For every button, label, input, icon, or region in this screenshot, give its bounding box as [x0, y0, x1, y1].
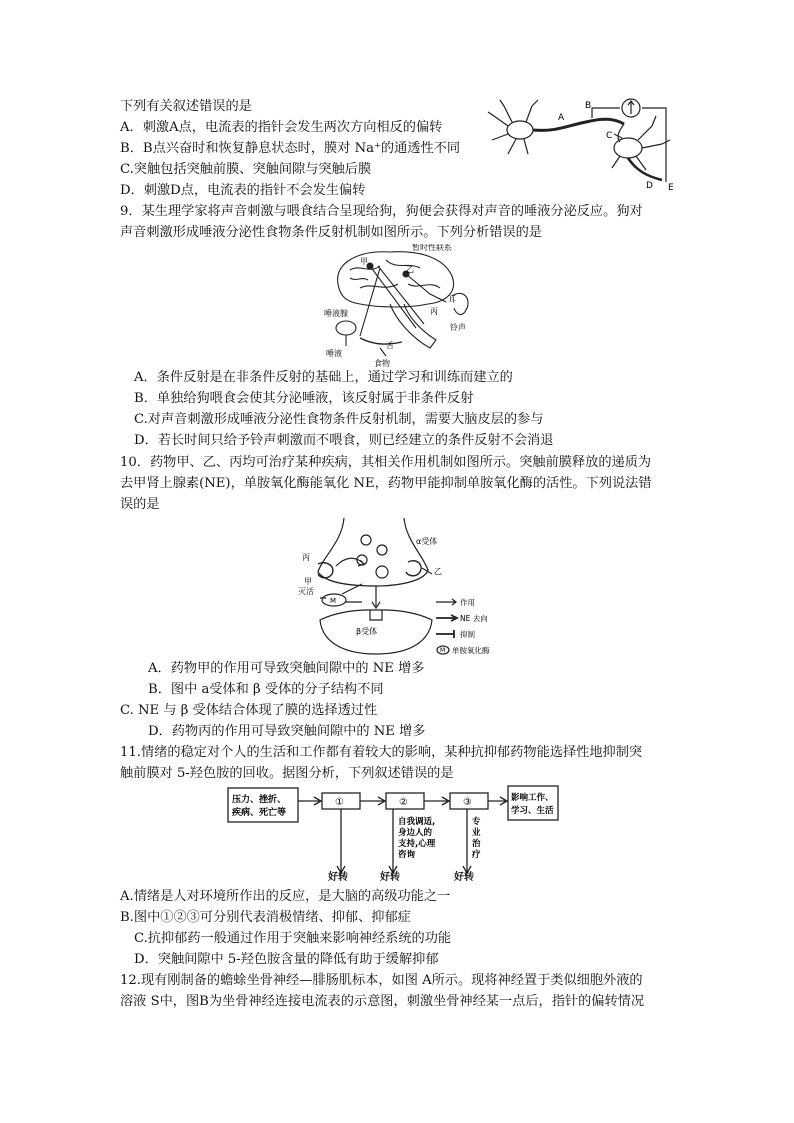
q10-stem-2: 去甲肾上腺素(NE)，单胺氧化酶能氧化 NE，药物甲能抑制单胺氧化酶的活性。下列说法错 — [120, 476, 652, 491]
legend-ne-fate: NE 去向 — [460, 614, 488, 623]
label-alpha-receptor: α受体 — [416, 537, 438, 546]
q12-stem-2: 溶液 S中，图B为坐骨神经连接电流表的示意图，刺激坐骨神经某一点后，指针的偏转情况 — [120, 994, 645, 1009]
label-c: C — [606, 131, 613, 141]
label-food: 食物 — [374, 359, 390, 368]
flow-label-1: ① — [335, 797, 344, 808]
q10-stem-1: 10．药物甲、乙、丙均可治疗某种疾病，其相关作用机制如图所示。突触前膜释放的递质为 — [120, 455, 652, 470]
neuron-body-right — [614, 138, 642, 158]
q10-option-c: C. NE 与 β 受体结合体现了膜的选择透过性 — [120, 703, 378, 718]
flow-note-3b: 业 — [472, 828, 481, 838]
label-inactivate: 灭活 — [298, 587, 314, 596]
q10-stem-3: 误的是 — [120, 497, 160, 512]
q11-option-d: D．突触间隙中 5-羟色胺含量的降低有助于缓解抑郁 — [134, 952, 439, 967]
label-drug-yi: 乙 — [434, 567, 442, 576]
flow-note-3c: 治 — [472, 839, 481, 849]
flow-note-2c: 支持,心理 — [398, 839, 436, 849]
q8-option-a: A．刺激A点，电流表的指针会发生两次方向相反的偏转 — [120, 120, 443, 135]
flow-end-line-2: 学习、生活 — [511, 806, 554, 816]
label-ear: 耳 — [448, 295, 456, 304]
legend-action: 作用 — [460, 598, 475, 607]
label-d: D — [646, 181, 653, 191]
label-drug-bing: 丙 — [302, 553, 310, 562]
label-jia: 甲 — [360, 257, 368, 266]
q11-stem-2: 触前膜对 5-羟色胺的回收。据图分析，下列叙述错误的是 — [120, 766, 454, 781]
q11-option-a: A.情绪是人对环境所作出的反应，是大脑的高级功能之一 — [120, 889, 451, 904]
q10-option-a: A．药物甲的作用可导致突触间隙中的 NE 增多 — [148, 661, 425, 676]
q9-option-b: B．单独给狗喂食会使其分泌唾液，该反射属于非条件反射 — [134, 391, 474, 406]
label-saliva: 唾液 — [326, 349, 342, 358]
q11-flowchart — [226, 784, 560, 884]
q9-stem-2: 声音刺激形成唾液分泌性食物条件反射机制如图所示。下列分析错误的是 — [120, 225, 542, 240]
label-bell: 铃声 — [450, 323, 466, 332]
q8-neuron-figure — [486, 96, 686, 192]
q9-option-d: D．若长时间只给予铃声刺激而不喂食，则已经建立的条件反射不会消退 — [134, 433, 554, 448]
legend-mao-symbol: M — [440, 647, 446, 654]
q8-option-c: C.突触包括突触前膜、突触间隙与突触后膜 — [120, 162, 372, 177]
flow-label-3: ③ — [463, 797, 472, 808]
label-yi: 乙 — [406, 265, 414, 274]
flow-note-2a: 自我调适, — [398, 817, 436, 827]
label-mao: M — [330, 597, 337, 605]
q10-synapse-figure — [296, 516, 496, 658]
legend-inhibit: 抑制 — [460, 630, 475, 639]
legend-mao: 单胺氧化酶 — [452, 646, 490, 655]
q10-option-b: B．图中 a受体和 β 受体的分子结构不同 — [148, 682, 384, 697]
neuron-body-left — [507, 121, 533, 139]
label-a: A — [558, 113, 565, 123]
flow-note-2d: 咨询 — [398, 850, 416, 860]
salivary-gland-icon — [336, 321, 356, 335]
label-drug-jia: 甲 — [304, 577, 312, 586]
label-b: B — [585, 101, 592, 111]
label-tongue: 舌 — [386, 341, 394, 350]
flow-end-line-1: 影响工作、 — [511, 793, 554, 803]
q8-option-b: B．B点兴奋时和恢复静息状态时，膜对 Na⁺的通透性不同 — [120, 141, 461, 156]
label-salivary-gland: 唾液腺 — [324, 309, 348, 318]
flow-label-2: ② — [399, 797, 408, 808]
label-temporary-link: 暂时性联系 — [412, 244, 452, 252]
q10-option-d: D．药物丙的作用可导致突触间隙中的 NE 增多 — [148, 724, 426, 739]
flow-note-3d: 疗 — [472, 850, 481, 860]
flow-note-2b: 身边人的 — [398, 828, 433, 838]
q11-option-b: B.图中①②③可分别代表消极情绪、抑郁、抑郁症 — [120, 910, 411, 925]
flow-better-3: 好转 — [454, 872, 474, 883]
flow-start-line-2: 疾病、死亡等 — [232, 808, 287, 818]
flow-better-2: 好转 — [380, 872, 400, 883]
flow-start-line-1: 压力、挫折、 — [232, 795, 287, 805]
flow-note-3a: 专 — [472, 817, 481, 827]
q8-option-d: D．刺激D点，电流表的指针不会发生偏转 — [120, 183, 366, 198]
q8-stem: 下列有关叙述错误的是 — [120, 99, 252, 114]
q9-option-a: A．条件反射是在非条件反射的基础上，通过学习和训练而建立的 — [134, 370, 513, 385]
q11-option-c: C.抗抑郁药一般通过作用于突触来影响神经系统的功能 — [134, 931, 452, 946]
q11-stem-1: 11.情绪的稳定对个人的生活和工作都有着较大的影响，某种抗抑郁药物能选择性地抑制突 — [120, 745, 643, 760]
q9-option-c: C.对声音刺激形成唾液分泌性食物条件反射机制，需要大脑皮层的参与 — [134, 412, 544, 427]
label-e: E — [668, 183, 674, 192]
flow-better-1: 好转 — [328, 872, 348, 883]
q9-stem-1: 9．某生理学家将声音刺激与喂食结合呈现给狗，狗便会获得对声音的唾液分泌反应。狗对 — [120, 204, 643, 219]
label-bing: 丙 — [430, 307, 438, 316]
q9-dog-brain-figure — [320, 244, 480, 368]
label-beta-receptor: β受体 — [356, 627, 378, 636]
q12-stem-1: 12.现有刚制备的蟾蜍坐骨神经—腓肠肌标本，如图 A所示。现将神经置于类似细胞外液的 — [120, 973, 643, 988]
